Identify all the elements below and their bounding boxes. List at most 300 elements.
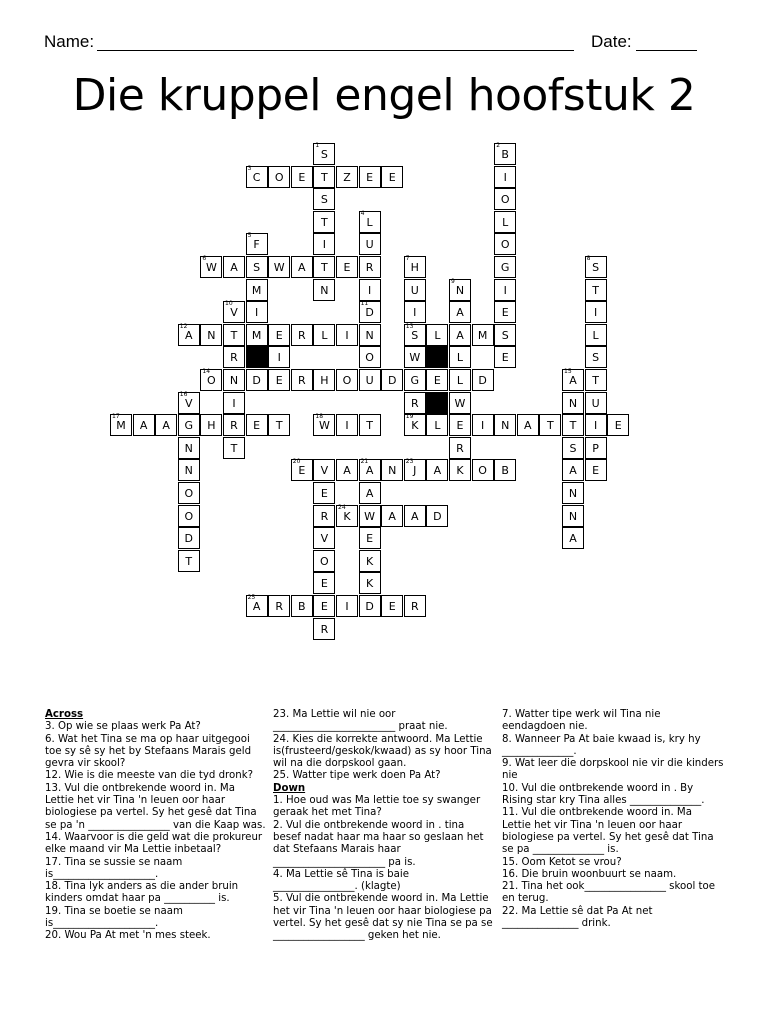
cell-letter: I (232, 396, 236, 410)
cell-letter: N (568, 509, 578, 523)
cell-letter: T (569, 419, 577, 433)
cell-letter: O (478, 464, 487, 478)
crossword-cell[interactable] (246, 324, 268, 346)
crossword-cell[interactable] (359, 233, 381, 255)
crossword-cell[interactable] (313, 527, 335, 549)
crossword-cell[interactable] (133, 414, 155, 436)
cell-letter: S (501, 328, 509, 342)
crossword-cell[interactable] (178, 392, 200, 414)
cell-letter: R (410, 396, 419, 410)
cell-letter: M (251, 283, 262, 297)
cell-letter: U (365, 238, 374, 252)
cell-letter: A (298, 261, 306, 274)
cell-letter: N (207, 328, 216, 342)
cell-letter: A (139, 419, 148, 433)
clue-text: 1. Hoe oud was Ma lettie toe sy swanger geraak het met Tina? (273, 795, 481, 819)
crossword-cell[interactable] (562, 505, 584, 527)
cell-letter: E (388, 600, 396, 613)
cell-letter: E (456, 419, 464, 433)
crossword-cell[interactable] (268, 595, 290, 617)
cell-letter: T (321, 170, 328, 184)
crossword-cell[interactable] (223, 369, 245, 391)
crossword-cell[interactable] (562, 527, 584, 549)
crossword-cell[interactable] (359, 301, 381, 323)
crossword-cell[interactable] (404, 392, 426, 414)
clue-number: 18 (315, 413, 324, 421)
clue-number: 3 (247, 164, 252, 172)
cell-letter: A (456, 306, 464, 320)
clue-text: 18. Tina lyk anders as die ander bruin kinders omdat haar pa __________ is. (45, 881, 239, 905)
crossword-cell[interactable] (585, 414, 607, 436)
crossword-cell[interactable] (313, 324, 335, 346)
crossword-cell[interactable] (449, 324, 471, 346)
cell-letter: A (456, 328, 464, 342)
crossword-cell[interactable] (313, 414, 335, 436)
cell-letter: I (413, 306, 417, 320)
cell-letter: O (342, 374, 352, 387)
section-heading: Down (273, 782, 306, 794)
cell-letter: E (433, 374, 441, 387)
crossword-cell[interactable] (381, 595, 403, 617)
crossword-cell[interactable] (404, 346, 426, 368)
crossword-cell[interactable] (494, 279, 516, 301)
clue-number: 7 (405, 255, 410, 262)
crossword-cell[interactable] (426, 505, 448, 527)
crossword-cell[interactable] (562, 414, 584, 436)
clue-number: 19 (405, 413, 414, 421)
crossword-cell[interactable] (223, 392, 245, 414)
clue-text: 14. Waarvoor is die geld wat die prokureur elke maand vir Ma Lettie inbetaal? (45, 831, 263, 856)
cell-letter: N (229, 374, 239, 387)
crossword-cell[interactable] (381, 369, 403, 391)
cell-letter: I (593, 419, 598, 433)
cell-letter: W (318, 419, 330, 433)
clue-text: 21. Tina het ook________________ skool toe en terug. (502, 881, 716, 905)
cell-letter: C (252, 170, 261, 184)
cell-letter: N (388, 464, 397, 478)
cell-letter: K (343, 509, 351, 523)
clue-text: 7. Watter tipe werk wil Tina nie eendagdoen nie. (502, 709, 661, 733)
cell-letter: W (409, 351, 421, 365)
crossword-black-cell (246, 346, 268, 368)
cell-letter: R (320, 622, 329, 636)
crossword-cell[interactable] (313, 256, 335, 278)
crossword-cell[interactable] (246, 414, 268, 436)
cell-letter: V (320, 464, 329, 478)
cell-letter: R (320, 509, 329, 523)
cell-letter: D (365, 306, 374, 320)
crossword-cell[interactable] (336, 369, 358, 391)
cell-letter: R (365, 261, 374, 274)
crossword-cell[interactable] (585, 324, 607, 346)
cell-letter: K (365, 554, 374, 568)
clue-number: 4 (360, 209, 365, 217)
crossword-cell[interactable] (585, 301, 607, 323)
crossword-cell[interactable] (110, 414, 132, 436)
crossword-cell[interactable] (223, 437, 245, 459)
crossword-cell[interactable] (562, 392, 584, 414)
crossword-cell[interactable] (494, 414, 516, 436)
crossword-cell[interactable] (313, 143, 335, 165)
crossword-cell[interactable] (178, 550, 200, 572)
crossword-cell[interactable] (336, 414, 358, 436)
cell-letter: T (592, 283, 599, 297)
crossword-cell[interactable] (426, 324, 448, 346)
crossword-cell[interactable] (336, 166, 358, 188)
clue-number: 21 (360, 458, 369, 466)
crossword-cell[interactable] (178, 482, 200, 504)
crossword-cell[interactable] (585, 437, 607, 459)
clue-number: 13 (405, 322, 414, 330)
crossword-cell[interactable] (336, 256, 358, 278)
cell-letter: R (230, 351, 238, 365)
crossword-cell[interactable] (268, 166, 290, 188)
crossword-cell[interactable] (472, 369, 494, 391)
crossword-cell[interactable] (472, 414, 494, 436)
crossword-cell[interactable] (313, 188, 335, 210)
crossword-cell[interactable] (223, 256, 245, 278)
cell-letter: E (366, 170, 374, 184)
crossword-cell[interactable] (359, 324, 381, 346)
crossword-cell[interactable] (359, 166, 381, 188)
cell-letter: I (345, 419, 349, 433)
crossword-cell[interactable] (359, 550, 381, 572)
crossword-cell[interactable] (404, 369, 426, 391)
crossword-cell[interactable] (268, 324, 290, 346)
cell-letter: E (275, 374, 283, 387)
clue-number: 23 (405, 458, 414, 466)
cell-letter: T (366, 419, 373, 433)
crossword-cell[interactable] (562, 482, 584, 504)
clue-number: 6 (202, 255, 207, 262)
crossword-cell[interactable] (178, 414, 200, 436)
clue-text: 2. Vul die ontbrekende woord in . tina besef nadat haar ma haar so geslaan het dat Stefaans Marais haar ______________________ pa is. (273, 819, 484, 868)
crossword-cell[interactable] (494, 459, 516, 481)
cell-letter: D (387, 374, 397, 387)
crossword-cell[interactable] (200, 324, 222, 346)
crossword-cell[interactable] (313, 166, 335, 188)
cell-letter: I (345, 600, 349, 613)
cell-letter: L (366, 215, 373, 229)
cell-letter: W (454, 396, 466, 410)
cell-letter: E (253, 419, 261, 433)
cell-letter: L (456, 351, 464, 365)
crossword-cell[interactable] (313, 211, 335, 233)
clue-text: 13. Vul die ontbrekende woord in. Ma Lettie het vir Tina 'n leuen oor haar biologiese pa vertel. Sy het gesê dat Tina se pa 'n ________________ van die Kaap was. (45, 782, 266, 831)
crossword-cell[interactable] (607, 414, 629, 436)
cell-letter: E (275, 328, 283, 342)
crossword-cell[interactable] (585, 369, 607, 391)
cell-letter: K (456, 464, 464, 478)
cell-letter: D (478, 374, 487, 387)
crossword-cell[interactable] (178, 505, 200, 527)
crossword-cell[interactable] (246, 233, 268, 255)
cell-letter: A (230, 261, 238, 274)
crossword-cell[interactable] (494, 346, 516, 368)
cell-letter: R (275, 600, 284, 613)
cell-letter: L (592, 328, 599, 342)
crossword-cell[interactable] (404, 505, 426, 527)
crossword-cell[interactable] (449, 346, 471, 368)
crossword-cell[interactable] (585, 346, 607, 368)
crossword-cell[interactable] (313, 369, 335, 391)
clue-text: 17. Tina se sussie se naam is____________________. (45, 856, 183, 880)
crossword-cell[interactable] (246, 595, 268, 617)
crossword-cell[interactable] (404, 279, 426, 301)
crossword-cell[interactable] (426, 369, 448, 391)
cell-letter: G (500, 261, 510, 274)
crossword-cell[interactable] (313, 482, 335, 504)
crossword-cell[interactable] (517, 414, 539, 436)
clue-text: 11. Vul die ontbrekende woord in. Ma Lettie het vir Tina 'n leuen oor haar biologiese pa vertel. Sy het gesê dat Tina se pa ______________ is. (502, 807, 714, 856)
cell-letter: A (365, 464, 374, 478)
crossword-cell[interactable] (359, 505, 381, 527)
cell-letter: E (320, 487, 328, 500)
cell-letter: O (500, 193, 510, 207)
crossword-cell[interactable] (404, 459, 426, 481)
cell-letter: E (298, 464, 306, 478)
cell-letter: S (320, 148, 328, 161)
crossword-cell[interactable] (200, 256, 222, 278)
crossword-cell[interactable] (359, 279, 381, 301)
cell-letter: R (297, 328, 306, 342)
cell-letter: M (477, 328, 488, 342)
crossword-cell[interactable] (585, 392, 607, 414)
crossword-cell[interactable] (562, 459, 584, 481)
crossword-cell[interactable] (494, 188, 516, 210)
clue-number: 9 (451, 277, 455, 285)
crossword-cell[interactable] (178, 527, 200, 549)
cell-letter: R (410, 600, 419, 613)
cell-letter: E (343, 261, 351, 274)
crossword-cell[interactable] (585, 459, 607, 481)
crossword-cell[interactable] (381, 166, 403, 188)
crossword-cell[interactable] (494, 143, 516, 165)
crossword-cell[interactable] (494, 324, 516, 346)
crossword-cell[interactable] (313, 595, 335, 617)
cell-letter: A (388, 509, 396, 523)
crossword-cell[interactable] (155, 414, 177, 436)
cell-letter: E (298, 170, 306, 184)
crossword-cell[interactable] (359, 369, 381, 391)
cell-letter: T (592, 374, 599, 387)
crossword-cell[interactable] (223, 324, 245, 346)
crossword-cell[interactable] (449, 437, 471, 459)
crossword-cell[interactable] (178, 459, 200, 481)
cell-letter: I (593, 306, 598, 320)
crossword-cell[interactable] (291, 459, 313, 481)
cell-letter: N (501, 419, 510, 433)
crossword-cell[interactable] (404, 301, 426, 323)
crossword-cell[interactable] (313, 505, 335, 527)
crossword-cell[interactable] (472, 324, 494, 346)
cell-letter: E (388, 170, 396, 184)
crossword-cell[interactable] (291, 369, 313, 391)
crossword-cell[interactable] (268, 346, 290, 368)
crossword-cell[interactable] (200, 414, 222, 436)
crossword-cell[interactable] (449, 279, 471, 301)
crossword-cell[interactable] (404, 595, 426, 617)
crossword-cell[interactable] (313, 279, 335, 301)
crossword-cell[interactable] (291, 595, 313, 617)
clue-text: 6. Wat het Tina se ma op haar uitgegooi toe sy sê sy het by Stefaans Marais geld gevra vir skool? (45, 733, 252, 770)
crossword-cell[interactable] (449, 369, 471, 391)
crossword-cell[interactable] (223, 414, 245, 436)
crossword-cell[interactable] (336, 595, 358, 617)
clue-text: 8. Wanneer Pa At baie kwaad is, kry hy ______________. (502, 733, 701, 757)
cell-letter: O (320, 554, 329, 568)
cell-letter: T (230, 328, 238, 342)
cell-letter: A (343, 464, 351, 478)
crossword-cell[interactable] (449, 392, 471, 414)
cell-letter: O (274, 170, 284, 184)
crossword-cell[interactable] (562, 369, 584, 391)
crossword-cell[interactable] (223, 346, 245, 368)
clue-text: 22. Ma Lettie sê dat Pa At net _______________ drink. (502, 905, 653, 930)
crossword-cell[interactable] (313, 459, 335, 481)
crossword-cell[interactable] (313, 550, 335, 572)
cell-letter: U (365, 374, 374, 387)
cell-letter: S (320, 193, 328, 207)
crossword-cell[interactable] (246, 166, 268, 188)
cell-letter: L (434, 328, 441, 342)
crossword-cell[interactable] (336, 459, 358, 481)
crossword-cell[interactable] (494, 301, 516, 323)
cell-letter: L (456, 374, 464, 387)
crossword-cell[interactable] (381, 459, 403, 481)
crossword-cell[interactable] (449, 414, 471, 436)
crossword-cell[interactable] (426, 459, 448, 481)
date-label: Date: (591, 32, 632, 51)
crossword-cell[interactable] (268, 256, 290, 278)
crossword-cell[interactable] (223, 301, 245, 323)
cell-letter: M (251, 328, 262, 342)
crossword-cell[interactable] (494, 211, 516, 233)
cell-letter: D (433, 509, 442, 523)
crossword-cell[interactable] (449, 459, 471, 481)
cell-letter: E (501, 306, 509, 320)
cell-letter: O (207, 374, 216, 387)
clue-number: 15 (564, 368, 572, 375)
crossword-cell[interactable] (404, 414, 426, 436)
crossword-cell[interactable] (246, 256, 268, 278)
cell-letter: I (277, 351, 281, 365)
cell-letter: O (500, 238, 510, 252)
crossword-cell[interactable] (381, 505, 403, 527)
cell-letter: A (185, 328, 193, 342)
crossword-cell[interactable] (359, 595, 381, 617)
cell-letter: A (433, 464, 442, 478)
cell-letter: A (365, 487, 374, 500)
cell-letter: S (592, 261, 600, 274)
cell-letter: H (320, 374, 329, 387)
cell-letter: V (185, 396, 193, 410)
cell-letter: D (365, 600, 374, 613)
clue-number: 12 (179, 322, 188, 330)
crossword-cell[interactable] (200, 369, 222, 391)
crossword-cell[interactable] (336, 505, 358, 527)
crossword-cell[interactable] (404, 324, 426, 346)
crossword-cell[interactable] (585, 256, 607, 278)
cell-letter: A (411, 509, 419, 523)
crossword-cell[interactable] (178, 437, 200, 459)
clue-number: 16 (179, 390, 188, 398)
clue-number: 8 (586, 255, 591, 262)
clue-text: 20. Wou Pa At met 'n mes steek. (45, 930, 211, 942)
crossword-cell[interactable] (313, 233, 335, 255)
crossword-cell[interactable] (291, 256, 313, 278)
page-title: Die kruppel engel hoofstuk 2 (72, 70, 696, 121)
crossword-cell[interactable] (291, 166, 313, 188)
crossword-cell[interactable] (359, 482, 381, 504)
crossword-cell[interactable] (404, 256, 426, 278)
cell-letter: B (501, 464, 509, 478)
cell-letter: I (503, 170, 507, 184)
crossword-cell[interactable] (313, 618, 335, 640)
crossword-cell[interactable] (246, 279, 268, 301)
crossword-cell[interactable] (562, 437, 584, 459)
crossword-cell[interactable] (268, 369, 290, 391)
crossword-cell[interactable] (359, 346, 381, 368)
cell-letter: I (254, 306, 259, 320)
crossword-cell[interactable] (494, 233, 516, 255)
crossword-cell[interactable] (246, 369, 268, 391)
name-label: Name: (44, 32, 95, 51)
crossword-cell[interactable] (359, 211, 381, 233)
crossword-cell[interactable] (539, 414, 561, 436)
crossword-cell[interactable] (336, 324, 358, 346)
crossword-black-cell (426, 392, 448, 414)
cell-letter: O (184, 487, 194, 500)
crossword-cell[interactable] (246, 301, 268, 323)
cell-letter: B (298, 600, 306, 613)
clue-text: 19. Tina se boetie se naam is____________________. (45, 905, 183, 930)
crossword-cell[interactable] (359, 256, 381, 278)
crossword-cell[interactable] (313, 572, 335, 594)
cell-letter: E (614, 419, 622, 433)
section-heading: Across (45, 709, 84, 720)
crossword-cell[interactable] (178, 324, 200, 346)
cell-letter: S (253, 261, 261, 274)
cell-letter: N (365, 328, 374, 342)
cell-letter: R (297, 374, 306, 387)
crossword-cell[interactable] (291, 324, 313, 346)
crossword-cell[interactable] (585, 279, 607, 301)
cell-letter: O (365, 351, 374, 365)
crossword-cell[interactable] (268, 414, 290, 436)
cell-letter: T (275, 419, 283, 433)
crossword-cell[interactable] (359, 572, 381, 594)
crossword-cell[interactable] (494, 166, 516, 188)
crossword-cell[interactable] (472, 459, 494, 481)
clue-text: 25. Watter tipe werk doen Pa At? (273, 770, 441, 782)
cell-letter: P (592, 441, 599, 455)
cell-letter: E (320, 577, 328, 591)
cell-letter: N (184, 441, 193, 455)
cell-letter: G (184, 419, 194, 433)
crossword-cell[interactable] (494, 256, 516, 278)
clue-column-2 (273, 709, 495, 943)
crossword-cell[interactable] (359, 414, 381, 436)
cell-letter: H (207, 419, 216, 433)
crossword-cell[interactable] (359, 459, 381, 481)
cell-letter: O (184, 509, 194, 523)
cell-letter: A (569, 374, 577, 387)
crossword-cell[interactable] (426, 414, 448, 436)
cell-letter: N (320, 283, 329, 297)
crossword-cell[interactable] (359, 527, 381, 549)
crossword-cell[interactable] (449, 301, 471, 323)
